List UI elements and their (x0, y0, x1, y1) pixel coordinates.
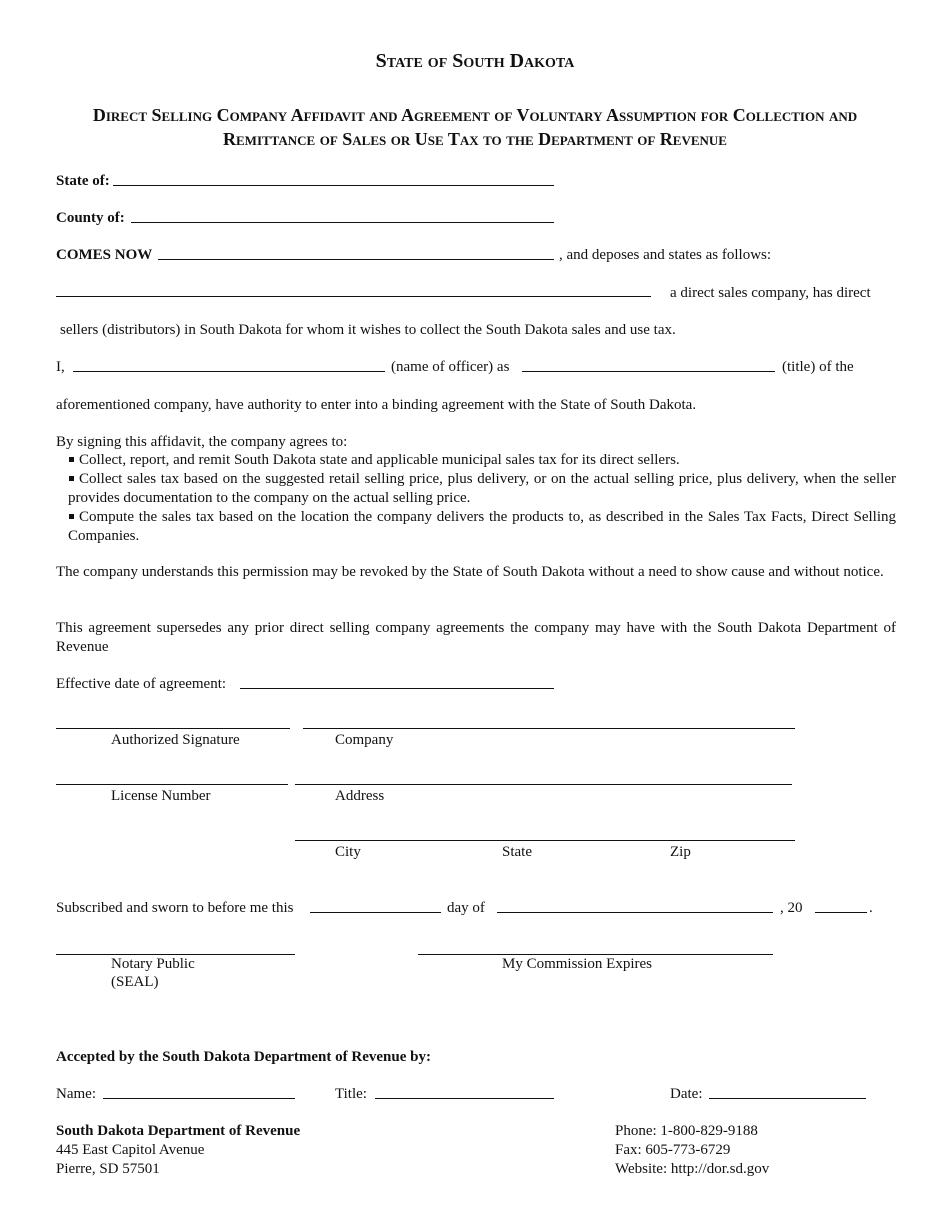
company-field[interactable] (303, 728, 795, 729)
address-label: Address (335, 788, 385, 804)
accepted-date-field[interactable] (709, 1098, 866, 1099)
dept-name: South Dakota Department of Revenue (56, 1123, 301, 1139)
city-label: City (335, 844, 361, 860)
county-field[interactable] (131, 222, 554, 223)
form-title-line-1: Direct Selling Company Affidavit and Agreement of Voluntary Assumption for Collection and (92, 105, 858, 125)
comes-now-field[interactable] (158, 259, 554, 260)
dept-city-state-zip: Pierre, SD 57501 (56, 1161, 160, 1177)
title-of-label: (title) of the (782, 359, 854, 375)
accepted-title-field[interactable] (375, 1098, 554, 1099)
direct-sales-text: a direct sales company, has direct (670, 285, 871, 301)
revocation-text: The company understands this permission may be revoked by the State of South Dakota without a need to show cause and without notice. (56, 564, 884, 580)
bullet-square-icon (69, 514, 74, 519)
notary-year-field[interactable] (815, 912, 867, 913)
address-field[interactable] (295, 784, 792, 785)
agreement-intro: By signing this affidavit, the company agrees to: (56, 434, 348, 450)
subscribed-text: Subscribed and sworn to before me this (56, 900, 294, 916)
effective-date-label: Effective date of agreement: (56, 676, 227, 692)
officer-name-field[interactable] (73, 371, 385, 372)
year-prefix: , 20 (780, 900, 803, 916)
authority-text: aforementioned company, have authority to enter into a binding agreement with the State of South Dakota. (56, 397, 697, 413)
dept-fax: Fax: 605-773-6729 (615, 1142, 731, 1158)
date-label: Date: (670, 1086, 703, 1102)
notary-day-field[interactable] (310, 912, 441, 913)
authorized-signature-field[interactable] (56, 728, 290, 729)
period: . (869, 900, 873, 916)
officer-label: (name of officer) as (391, 359, 510, 375)
agreement-bullet: Compute the sales tax based on the location the company delivers the products to, as described in the Sales Tax Facts, Direct Selling Companies. (68, 509, 896, 544)
commission-expires-label: My Commission Expires (502, 956, 653, 972)
i-label: I, (56, 359, 65, 375)
accepted-name-field[interactable] (103, 1098, 295, 1099)
form-title-line-2: Remittance of Sales or Use Tax to the Department of Revenue (223, 129, 727, 149)
title-label: Title: (335, 1086, 367, 1102)
effective-date-field[interactable] (240, 688, 554, 689)
state-sub-label: State (502, 844, 532, 860)
dept-street: 445 East Capitol Avenue (56, 1142, 205, 1158)
notary-public-label: Notary Public (111, 956, 195, 972)
form-title (40, 103, 910, 151)
sellers-text: sellers (distributors) in South Dakota for whom it wishes to collect the South Dakota sales and use tax. (60, 322, 676, 338)
license-number-field[interactable] (56, 784, 288, 785)
company-name-field[interactable] (56, 296, 651, 297)
state-title: State of South Dakota (375, 50, 575, 72)
agreement-bullet: Collect sales tax based on the suggested retail selling price, plus delivery, or on the actual selling price, plus delivery, when the seller provides documentation to the company on the actual selling price. (68, 471, 896, 506)
city-state-zip-field[interactable] (295, 840, 795, 841)
notary-month-field[interactable] (497, 912, 773, 913)
name-label: Name: (56, 1086, 96, 1102)
dept-website[interactable]: Website: http://dor.sd.gov (615, 1161, 770, 1177)
license-number-label: License Number (111, 788, 211, 804)
day-of-label: day of (447, 900, 485, 916)
acceptance-heading: Accepted by the South Dakota Department of Revenue by: (56, 1049, 431, 1065)
state-field[interactable] (113, 185, 554, 186)
dept-phone: Phone: 1-800-829-9188 (615, 1123, 758, 1139)
bullet-square-icon (69, 476, 74, 481)
seal-label: (SEAL) (111, 974, 159, 990)
supersedes-text: This agreement supersedes any prior direct selling company agreements the company may have with the South Dakota Department of Revenue (56, 620, 896, 655)
bullet-square-icon (69, 457, 74, 462)
authorized-signature-label: Authorized Signature (111, 732, 240, 748)
officer-title-field[interactable] (522, 371, 775, 372)
state-label: State of: (56, 173, 110, 189)
county-label: County of: (56, 210, 125, 226)
zip-label: Zip (670, 844, 691, 860)
company-label: Company (335, 732, 394, 748)
comes-now-label: COMES NOW (56, 247, 153, 263)
deposes-text: , and deposes and states as follows: (559, 247, 772, 263)
agreement-bullet: Collect, report, and remit South Dakota state and applicable municipal sales tax for its direct sellers. (68, 451, 896, 470)
